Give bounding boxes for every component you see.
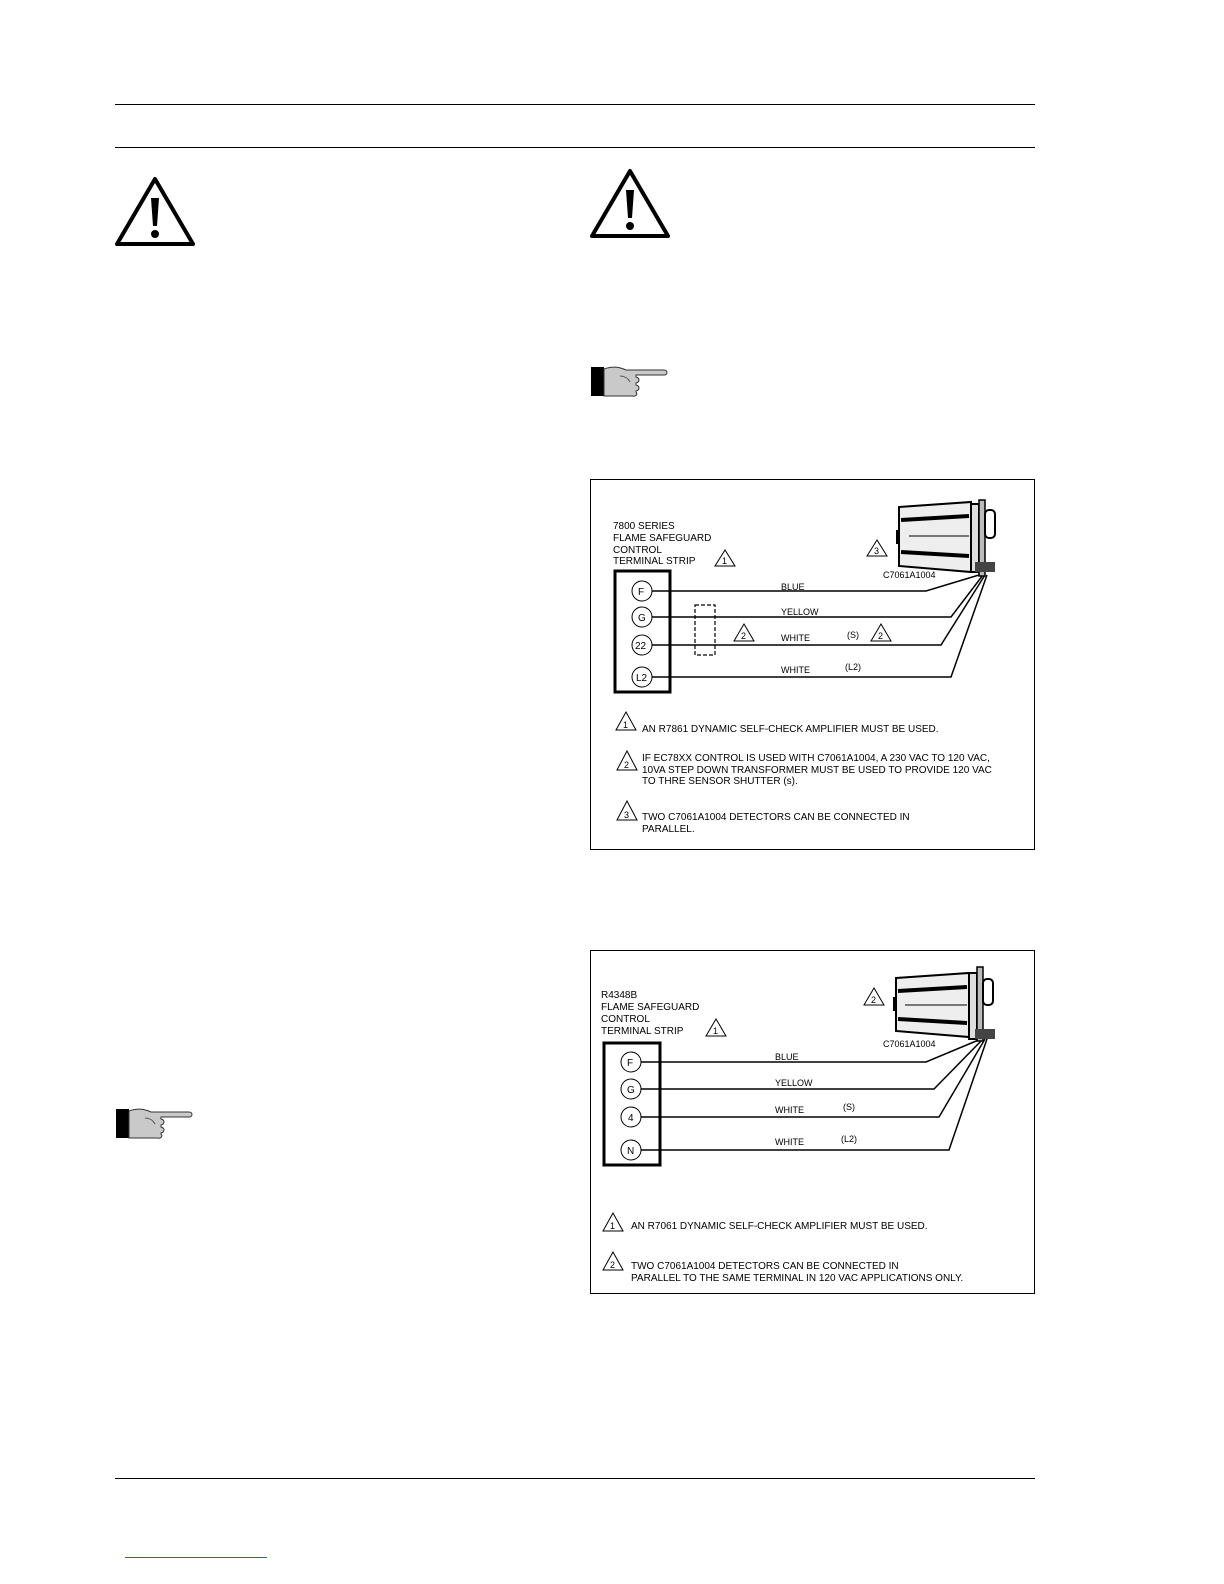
svg-text:AN R7861 DYNAMIC SELF-CHECK AM: AN R7861 DYNAMIC SELF-CHECK AMPLIFIER MUST BE USED. [642,724,939,735]
svg-text:G: G [627,1085,635,1096]
wire-label-blue: BLUE [775,1052,799,1062]
terminal-strip-title-line-1: 7800 SERIES [613,521,675,532]
svg-text:2: 2 [610,1260,616,1270]
svg-text:22: 22 [635,641,647,652]
note-marker [706,1019,726,1036]
svg-text:1: 1 [610,1221,616,1231]
pointing-hand-icon [115,1106,195,1140]
svg-text:3: 3 [624,810,630,820]
svg-text:TWO C7061A1004 DETECTORS CAN: TWO C7061A1004 DETECTORS CAN BE CONNECTED IN [642,812,910,823]
note-3 [617,801,910,835]
svg-text:AN R7061 DYNAMIC SELF-CHECK AM: AN R7061 DYNAMIC SELF-CHECK AMPLIFIER MUST BE USED. [631,1221,928,1232]
terminal-f [621,1052,641,1072]
wiring-diagram-r4348b [590,950,1035,1294]
footer-rule [115,1478,1035,1479]
detector-label: C7061A1004 [883,1039,936,1049]
terminal-l2 [632,667,652,687]
svg-text:L2: L2 [636,673,648,684]
flame-detector-icon [896,500,995,576]
wiring-diagram-r4348b-svg [591,951,1034,1293]
warning-triangle-icon [114,176,196,248]
terminal-g [621,1079,641,1099]
wire-white-s [641,1039,985,1117]
terminal-strip-title-line-1: R4348B [601,990,638,1001]
note-marker [864,988,884,1005]
note-2 [603,1252,963,1284]
wire-tag-l2: (L2) [841,1134,858,1144]
terminal-strip-title-line-2: FLAME SAFEGUARD [601,1002,700,1013]
svg-text:TO THRE SENSOR SHUTTER (s).: TO THRE SENSOR SHUTTER (s). [642,776,798,787]
wire-label-blue: BLUE [781,582,805,592]
terminal-strip-title-line-4: TERMINAL STRIP [601,1026,684,1037]
svg-text:4: 4 [628,1113,634,1124]
detector-label: C7061A1004 [883,570,936,580]
terminal-22 [632,635,652,655]
wiring-diagram-7800-svg [591,480,1034,849]
svg-text:10VA STEP DOWN TRANSFORMER MUS: 10VA STEP DOWN TRANSFORMER MUST BE USED TO PROVIDE 120 VAC [642,765,992,776]
warning-triangle-icon [589,168,671,240]
terminal-4 [621,1107,641,1127]
wire-white-l2 [641,1039,987,1150]
svg-text:PARALLEL TO THE SAME TERMINAL: PARALLEL TO THE SAME TERMINAL IN 120 VAC APPLICATIONS ONLY. [631,1273,964,1284]
pointing-hand-icon [590,364,670,398]
svg-text:IF EC78XX CONTROL IS USED WITH: IF EC78XX CONTROL IS USED WITH C7061A1004, A 230 VAC TO 120 VAC, [642,753,990,764]
note-marker [871,624,891,641]
footer-link-underline[interactable] [125,1557,267,1558]
wire-tag-s: (S) [847,630,859,640]
terminal-strip-title-line-3: CONTROL [601,1014,650,1025]
svg-text:2: 2 [624,760,630,770]
terminal-f [632,581,652,601]
terminal-strip-title-line-4: TERMINAL STRIP [613,556,696,567]
svg-text:2: 2 [878,631,884,641]
note-2 [617,751,992,787]
wire-label-yellow: YELLOW [781,607,819,617]
header-rule-bottom [115,147,1035,148]
svg-text:F: F [627,1058,634,1069]
svg-text:F: F [638,587,645,598]
svg-text:2: 2 [741,631,747,641]
terminal-g [632,607,652,627]
svg-text:2: 2 [871,995,877,1005]
header-rule-top [115,104,1035,105]
note-marker [715,550,735,566]
svg-text:1: 1 [623,720,629,730]
svg-text:PARALLEL.: PARALLEL. [642,824,695,835]
note-marker [867,540,887,556]
svg-text:3: 3 [874,546,880,556]
wire-label-yellow: YELLOW [775,1078,813,1088]
wire-label-white-l2: WHITE [781,665,810,675]
svg-text:N: N [627,1146,635,1157]
wire-label-white-s: WHITE [775,1105,804,1115]
wire-label-white-l2: WHITE [775,1137,804,1147]
transformer-dashed [695,605,715,655]
wiring-diagram-7800 [590,479,1035,850]
terminal-strip-title-line-2: FLAME SAFEGUARD [613,533,712,544]
note-1 [616,712,939,735]
svg-text:1: 1 [713,1026,719,1036]
terminal-strip-title-line-3: CONTROL [613,545,662,556]
terminal-n [621,1140,641,1160]
note-marker [734,624,754,641]
wire-tag-s: (S) [843,1102,855,1112]
wire-label-white-s: WHITE [781,633,810,643]
svg-text:1: 1 [722,556,728,566]
flame-detector-icon [893,967,995,1041]
wire-tag-l2: (L2) [845,662,862,672]
svg-text:TWO C7061A1004 DETECTORS CAN: TWO C7061A1004 DETECTORS CAN BE CONNECTED IN [631,1261,899,1272]
note-1 [603,1213,928,1232]
svg-text:G: G [638,613,646,624]
